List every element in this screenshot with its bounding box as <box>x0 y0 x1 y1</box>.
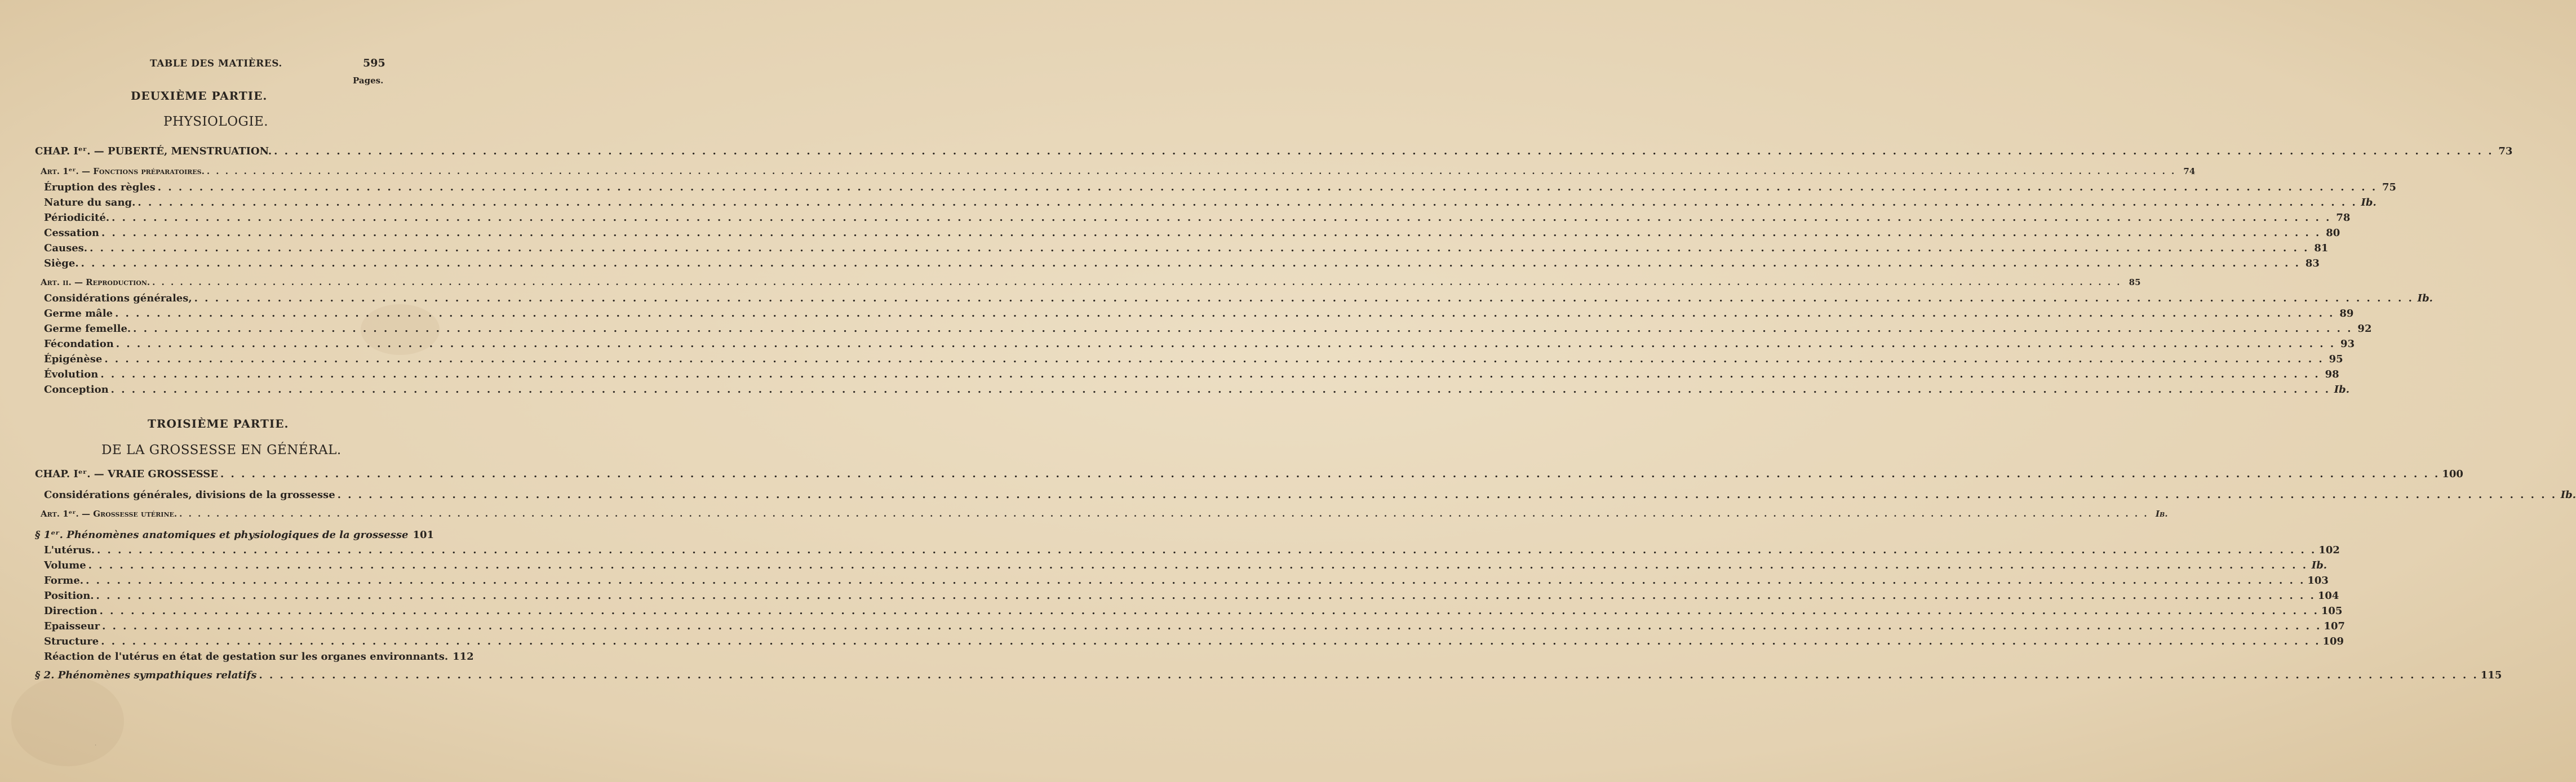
part-two-title: DEUXIÈME PARTIE. <box>131 89 268 103</box>
toc-entry-page: 80 <box>2326 227 2340 239</box>
dot-leader <box>138 197 2357 208</box>
toc-entry-label: Fécondation <box>44 338 114 350</box>
toc-entry <box>35 529 434 541</box>
toc-entry <box>44 323 2372 335</box>
toc-entry <box>44 197 2377 208</box>
running-title: TABLE DES MATIÈRES. <box>150 58 282 69</box>
toc-entry <box>44 559 2327 571</box>
toc-entry <box>44 227 2340 239</box>
toc-entry-label: Siège. <box>44 257 79 269</box>
toc-entry <box>35 468 2463 480</box>
toc-entry-label: Art. 1ᵉʳ. — Grossesse utérine. <box>41 509 178 519</box>
dot-leader <box>90 242 2309 254</box>
toc-entry-label: CHAP. Iᵉʳ. — PUBERTÉ, MENSTRUATION. <box>35 145 272 157</box>
toc-entry-page: 74 <box>2183 166 2196 176</box>
dot-leader <box>104 353 2324 365</box>
dot-leader <box>100 368 2320 380</box>
toc-entry-label: Germe femelle. <box>44 323 131 335</box>
toc-entry <box>44 338 2355 350</box>
toc-entry-page: 98 <box>2325 368 2339 380</box>
dot-leader <box>111 384 2330 396</box>
toc-entry-label: Art. ii. — Reproduction. <box>41 277 150 287</box>
toc-entry-label: Direction <box>44 605 97 617</box>
toc-entry <box>44 181 2397 193</box>
toc-entry-label: Évolution <box>44 368 99 380</box>
toc-entry-page: 109 <box>2322 636 2344 647</box>
toc-entry-label: Considérations générales, <box>44 292 192 304</box>
dot-leader <box>158 181 2377 193</box>
toc-entry <box>41 166 2196 176</box>
toc-entry-page: 95 <box>2329 353 2343 365</box>
toc-entry-page: Ib. <box>2156 509 2168 519</box>
toc-entry-page: 103 <box>2307 575 2329 586</box>
toc-entry-page: 105 <box>2321 605 2343 617</box>
toc-entry-page: 92 <box>2357 323 2372 335</box>
dot-leader <box>96 590 2316 602</box>
dot-leader <box>97 544 2316 556</box>
toc-entry-page: 100 <box>2442 468 2463 480</box>
toc-entry <box>44 308 2354 319</box>
toc-entry-label: Forme. <box>44 575 84 586</box>
toc-entry <box>44 353 2343 365</box>
dot-leader <box>152 277 2121 287</box>
dot-leader <box>102 620 2321 632</box>
toc-entry-page: Ib. <box>2311 559 2327 571</box>
toc-entry-label: § 1ᵉʳ. Phénomènes anatomiques et physiologiques de la grossesse <box>35 529 409 541</box>
toc-entry-page: Ib. <box>2361 197 2377 208</box>
toc-entry <box>44 636 2344 647</box>
toc-entry-page: 75 <box>2382 181 2397 193</box>
toc-entry-page: Ib. <box>2417 292 2433 304</box>
dot-leader <box>101 227 2321 239</box>
toc-entry <box>44 620 2345 632</box>
dot-leader <box>274 145 2493 157</box>
toc-entry-label: Position. <box>44 590 94 602</box>
dot-leader <box>220 468 2440 480</box>
toc-entry-label: Epaisseur <box>44 620 100 632</box>
toc-entry-page: 83 <box>2305 257 2320 269</box>
toc-entry <box>44 605 2343 617</box>
toc-entry <box>44 212 2351 224</box>
toc-entry-page: 107 <box>2324 620 2345 632</box>
toc-entry-label: Périodicité. <box>44 212 110 224</box>
toc-entry <box>44 292 2433 304</box>
dot-leader <box>259 669 2478 681</box>
part-two-subtitle: PHYSIOLOGIE. <box>163 114 269 129</box>
toc-entry-label: Volume <box>44 559 86 571</box>
toc-entry-page: Ib. <box>2334 384 2349 396</box>
toc-entry-label: CHAP. Iᵉʳ. — VRAIE GROSSESSE <box>35 468 219 480</box>
dot-leader <box>179 509 2148 519</box>
dot-leader <box>194 292 2414 304</box>
pages-column-label: Pages. <box>353 75 384 86</box>
toc-entry-page: 89 <box>2339 308 2354 319</box>
dot-leader <box>88 559 2308 571</box>
toc-entry <box>44 590 2339 602</box>
toc-entry <box>35 145 2513 157</box>
part-three-title: TROISIÈME PARTIE. <box>148 417 289 430</box>
part-three-subtitle: DE LA GROSSESSE EN GÉNÉRAL. <box>101 443 342 457</box>
toc-entry-label: Structure <box>44 636 99 647</box>
dot-leader <box>86 575 2305 586</box>
dot-leader <box>112 212 2331 224</box>
toc-entry-page: 73 <box>2498 145 2513 157</box>
toc-entry-page: Ib. <box>2560 489 2576 501</box>
toc-entry-label: L'utérus. <box>44 544 95 556</box>
toc-entry-page: 112 <box>453 651 474 663</box>
page-mark: · <box>95 743 97 749</box>
toc-entry-page: 102 <box>2318 544 2340 556</box>
toc-entry-page: 85 <box>2129 277 2141 287</box>
dot-leader <box>81 257 2300 269</box>
dot-leader <box>133 323 2352 335</box>
toc-entry-label: Éruption des règles <box>44 181 156 193</box>
toc-entry-label: Art. 1ᵉʳ. — Fonctions préparatoires. <box>41 166 205 176</box>
toc-entry-label: § 2. Phénomènes sympathiques relatifs <box>35 669 257 681</box>
toc-entry-page: 115 <box>2480 669 2502 681</box>
toc-entry <box>44 257 2320 269</box>
paper-stain <box>11 676 124 766</box>
toc-entry <box>41 277 2141 287</box>
toc-entry-label: Conception <box>44 384 109 396</box>
toc-entry <box>44 242 2329 254</box>
toc-entry-label: Nature du sang. <box>44 197 136 208</box>
toc-entry <box>44 651 474 663</box>
dot-leader <box>100 605 2319 617</box>
toc-entry-label: Réaction de l'utérus en état de gestation sur les organes environnants. <box>44 651 449 663</box>
dot-leader <box>115 308 2334 319</box>
toc-entry-page: 104 <box>2317 590 2339 602</box>
dot-leader <box>207 166 2176 176</box>
toc-entry <box>41 509 2168 519</box>
toc-entry-label: Épigénèse <box>44 353 103 365</box>
toc-entry-page: 81 <box>2314 242 2329 254</box>
toc-entry-label: Germe mâle <box>44 308 113 319</box>
page-number: 595 <box>363 57 385 69</box>
toc-entry-label: Causes. <box>44 242 88 254</box>
toc-entry-page: 78 <box>2336 212 2351 224</box>
dot-leader <box>116 338 2335 350</box>
toc-entry-label: Considérations générales, divisions de la grossesse <box>44 489 335 501</box>
toc-entry-page: 101 <box>413 529 434 541</box>
toc-entry-label: Cessation <box>44 227 99 239</box>
toc-entry-page: 93 <box>2340 338 2355 350</box>
dot-leader <box>338 489 2557 501</box>
toc-entry <box>35 669 2502 681</box>
toc-entry <box>44 489 2576 501</box>
toc-entry <box>44 575 2329 586</box>
toc-entry <box>44 544 2340 556</box>
toc-entry <box>44 384 2349 396</box>
dot-leader <box>101 636 2320 647</box>
toc-entry <box>44 368 2339 380</box>
